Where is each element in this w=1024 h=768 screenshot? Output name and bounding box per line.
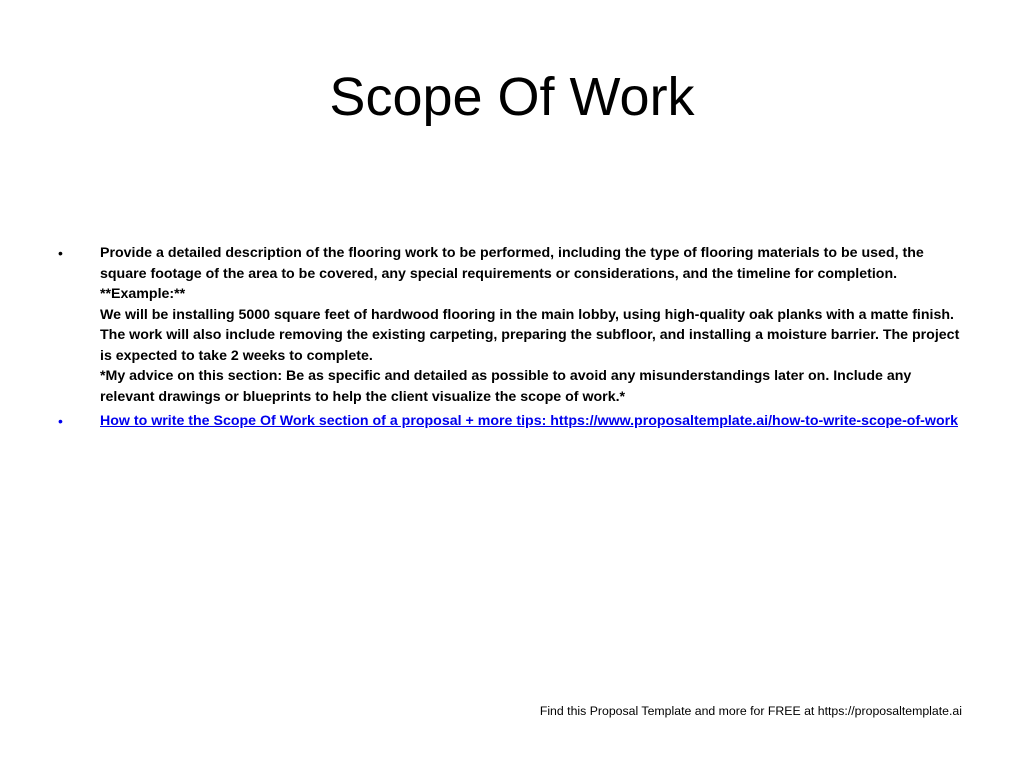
list-item [58,243,968,407]
list-item [58,411,968,432]
scope-description [100,243,968,407]
advice-text: *My advice on this section: Be as specific and detailed as possible to avoid any misunderstandings later on. Include any relevant drawings or blueprints to help the client visualize the scope of work.* [100,368,912,405]
bullet-dot-icon: • [58,413,63,429]
scope-of-work-tips-link[interactable]: How to write the Scope Of Work section of a proposal + more tips: https://www.proposaltemplate.ai/how-to-write-scope-of-work [100,413,959,429]
slide-title: Scope Of Work [329,67,695,127]
bullet-dot-icon: • [58,245,63,261]
scope-instructions: Provide a detailed description of the flooring work to be performed, including the type of flooring materials to be used, the square footage of the area to be covered, any special requirements or considerations, and the timeline for completion. [100,245,924,282]
example-heading: **Example:** [100,286,186,302]
footer-note: Find this Proposal Template and more for FREE at https://proposaltemplate.ai [539,704,962,718]
bullet-list [58,243,968,436]
example-text: We will be installing 5000 square feet of hardwood flooring in the main lobby, using high-quality oak planks with a matte finish. The work will also include removing the existing carpeting, preparing the subfloor, and installing a moisture barrier. The project is expected to take 2 weeks to complete. [100,306,960,364]
